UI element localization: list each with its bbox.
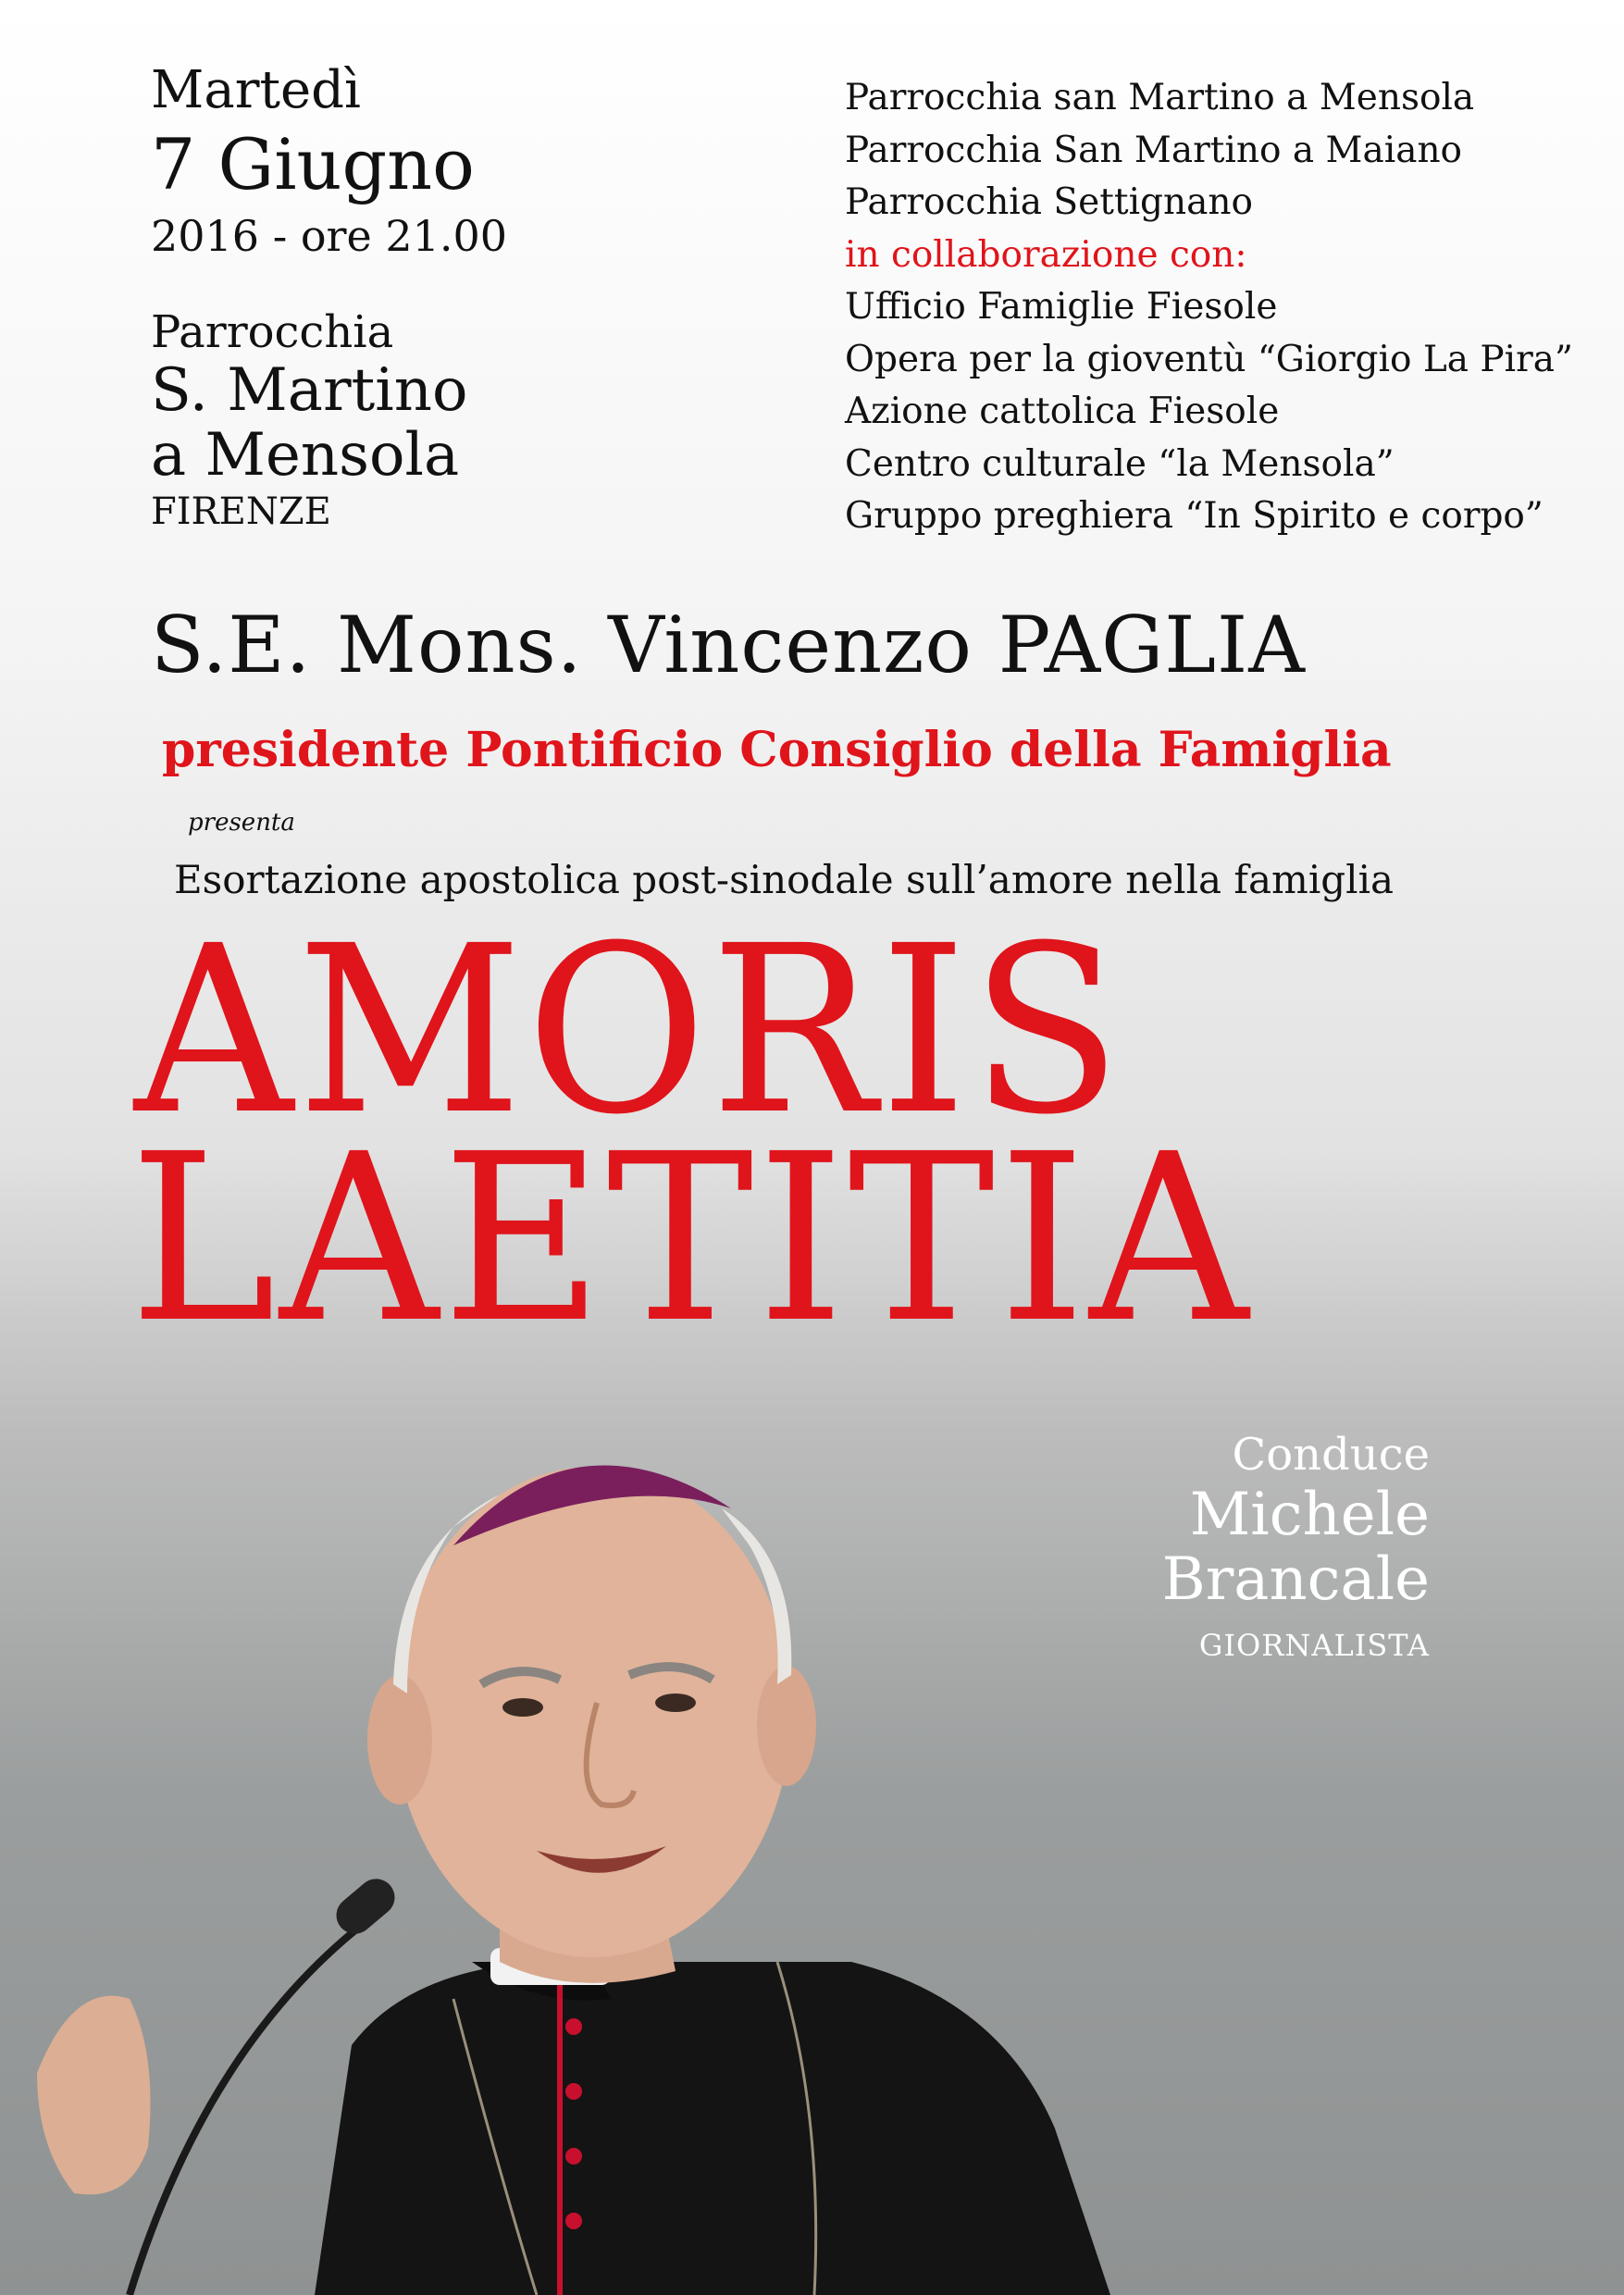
organizer-item: Parrocchia san Martino a Mensola xyxy=(845,77,1475,118)
event-year-time: 2016 - ore 21.00 xyxy=(151,211,508,261)
moderator-last-name: Brancale xyxy=(1161,1545,1430,1614)
venue-line-1: Parrocchia xyxy=(151,306,394,358)
organizer-item: Parrocchia San Martino a Maiano xyxy=(845,129,1463,171)
moderator-first-name: Michele xyxy=(1189,1481,1430,1549)
event-date: 7 Giugno xyxy=(151,123,475,205)
speaker-photo xyxy=(19,1407,1129,2295)
collaborator-item: Azione cattolica Fiesole xyxy=(845,391,1280,432)
document-subtitle: Esortazione apostolica post-sinodale sull’amore nella famiglia xyxy=(174,857,1395,902)
event-weekday: Martedì xyxy=(151,60,361,120)
venue-line-2: S. Martino xyxy=(151,356,468,425)
collaboration-label: in collaborazione con: xyxy=(845,233,1247,276)
organizers-list xyxy=(845,72,1573,543)
moderator-label: Conduce xyxy=(1232,1429,1430,1481)
collaborator-item: Opera per la gioventù “Giorgio La Pira” xyxy=(845,338,1573,380)
collaborator-item: Centro culturale “la Mensola” xyxy=(845,442,1395,485)
moderator-role: GIORNALISTA xyxy=(1198,1628,1430,1663)
title-line-1: AMORIS xyxy=(134,897,1125,1166)
speaker-name: S.E. Mons. Vincenzo PAGLIA xyxy=(151,600,1306,690)
collaborator-item: Gruppo preghiera “In Spirito e corpo” xyxy=(845,495,1543,537)
venue-line-3: a Mensola xyxy=(151,421,460,490)
speaker-role: presidente Pontificio Consiglio della Famiglia xyxy=(162,722,1392,778)
venue-city: FIRENZE xyxy=(151,490,331,533)
organizer-item: Parrocchia Settignano xyxy=(845,181,1253,223)
collaborator-item: Ufficio Famiglie Fiesole xyxy=(845,286,1278,328)
presenta-label: presenta xyxy=(188,809,295,837)
title-line-2: LAETITIA xyxy=(130,1105,1253,1374)
